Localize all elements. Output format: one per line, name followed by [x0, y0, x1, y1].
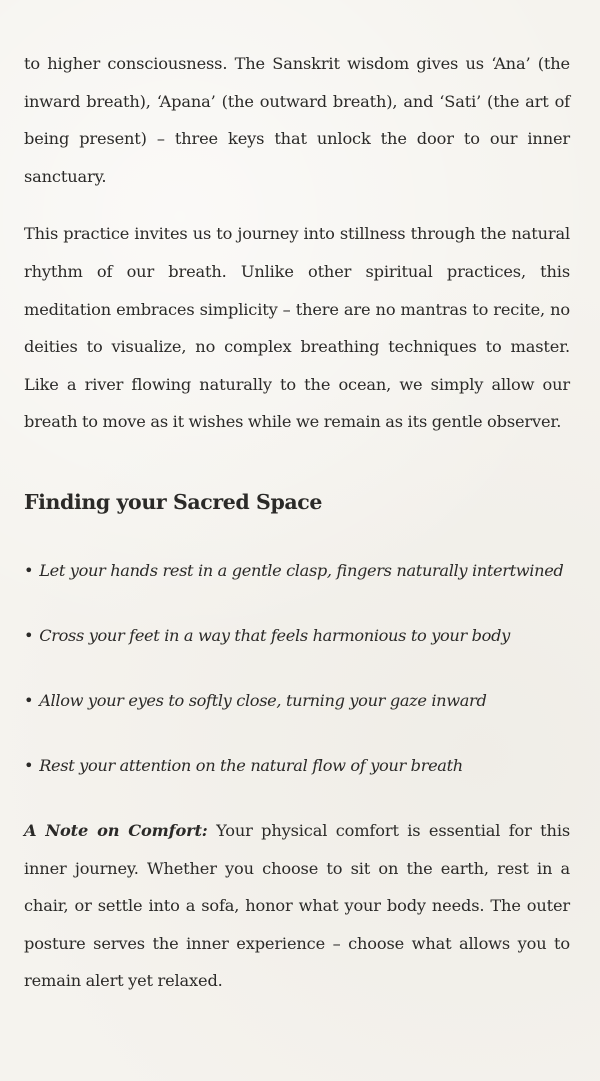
note-text: Your physical comfort is essential for this inner journey. Whether you choose to sit on the earth, rest in a chair, or settle into a sofa, honor what your body needs. The outer posture serves the inner experience – choose what allows you to remain alert yet relaxed. — [24, 820, 570, 991]
bullet-marker: • — [24, 755, 34, 775]
list-item — [24, 559, 570, 583]
list-item-text: Let your hands rest in a gentle clasp, fingers naturally intertwined — [39, 560, 564, 580]
bullet-marker: • — [24, 690, 34, 710]
list-item — [24, 624, 570, 648]
list-item-text: Cross your feet in a way that feels harmonious to your body — [39, 625, 510, 645]
bullet-marker: • — [24, 560, 34, 580]
bullet-marker: • — [24, 625, 34, 645]
list-item — [24, 689, 570, 713]
list-item-text: Rest your attention on the natural flow of your breath — [39, 755, 463, 775]
list-item-text: Allow your eyes to softly close, turning your gaze inward — [39, 690, 487, 710]
section-heading: Finding your Sacred Space — [24, 489, 323, 514]
instruction-list — [24, 559, 570, 778]
note-label: A Note on Comfort: — [24, 820, 208, 840]
list-item — [24, 754, 570, 778]
intro-paragraph: to higher consciousness. The Sanskrit wisdom gives us ‘Ana’ (the inward breath), ‘Apana’ (the outward breath), and ‘Sati’ (the art of being present) – three keys that unlock the door to our inner sanctuary. — [24, 54, 570, 186]
page-content — [24, 45, 570, 1000]
practice-paragraph: This practice invites us to journey into stillness through the natural rhythm of our breath. Unlike other spiritual practices, this meditation embraces simplicity – there are no mantras to recite, no deities to visualize, no complex breathing techniques to master. Like a river flowing naturally to the ocean, we simply allow our breath to move as it wishes while we remain as its gentle observer. — [24, 224, 570, 432]
comfort-note — [24, 812, 570, 1000]
